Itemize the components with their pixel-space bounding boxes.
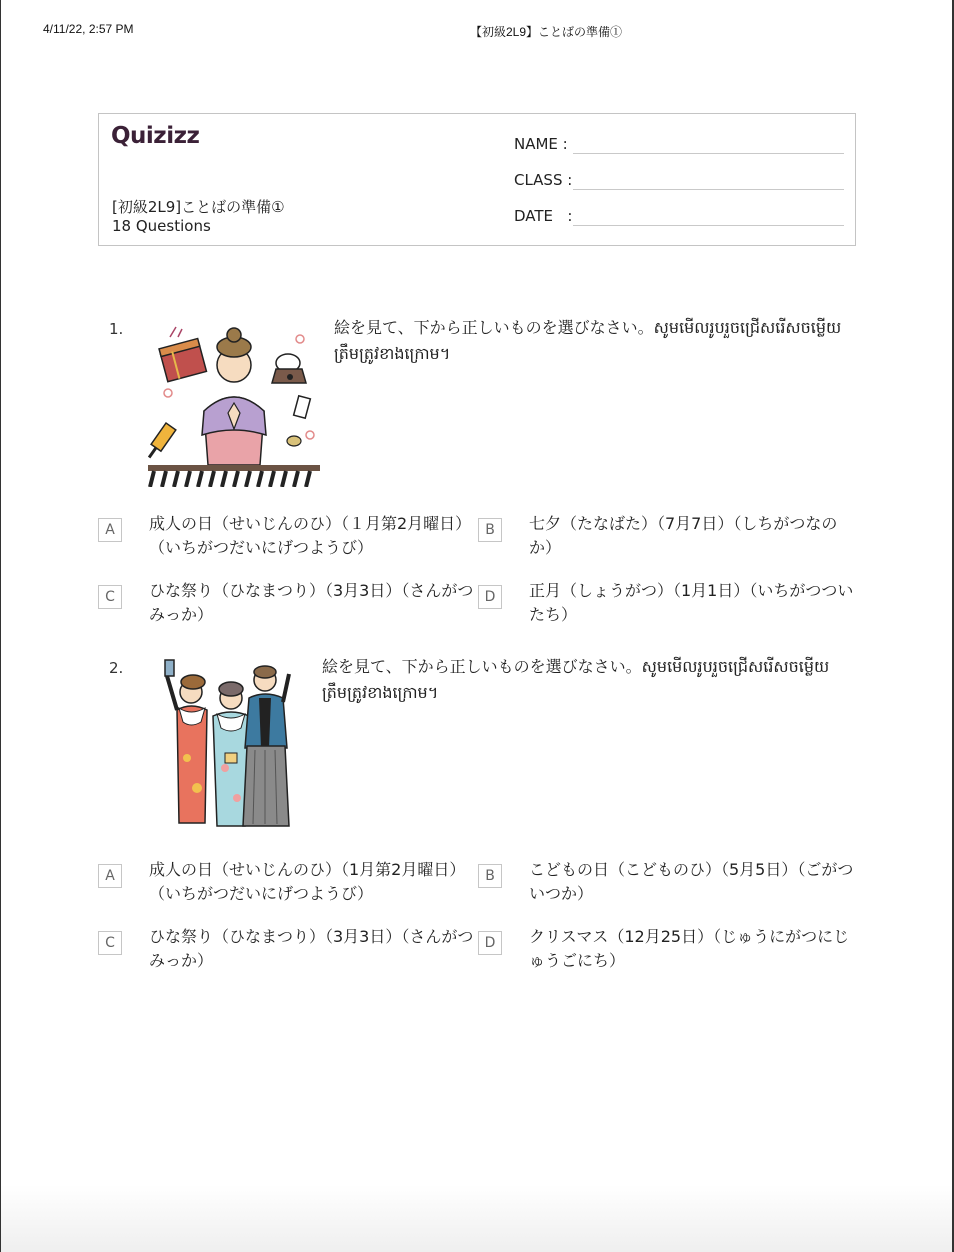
option-text: 成人の日（せいじんのひ）（1月第2月曜日）（いちがつだいにげつようび） [149, 860, 466, 903]
option-text: ひな祭り（ひなまつり）（3月3日）（さんがつみっか） [149, 581, 474, 624]
date-label: DATE : [514, 207, 573, 225]
option-text: 七夕（たなばた）（7月7日）（しちがつなのか） [529, 514, 838, 557]
question-number: 2. [109, 659, 124, 677]
option-text: ひな祭り（ひなまつり）（3月3日）（さんがつみっか） [149, 927, 474, 970]
print-date: 4/11/22, 2:57 PM [43, 22, 134, 36]
option-letter: C [98, 931, 122, 955]
class-label: CLASS : [514, 171, 573, 189]
option-text: 正月（しょうがつ）（1月1日）（いちがつついたち） [529, 581, 854, 624]
name-label: NAME : [514, 135, 568, 153]
option-text: 成人の日（せいじんのひ）（１月第2月曜日）（いちがつだいにげつようび） [149, 514, 472, 557]
name-line [573, 153, 844, 154]
option-letter: B [478, 518, 502, 542]
new-year-illustration [148, 325, 320, 487]
option-text: クリスマス（12月25日）（じゅうにがつにじゅうごにち） [529, 927, 850, 970]
option-letter: C [98, 585, 122, 609]
page-edge-left [0, 0, 1, 1252]
quiz-title: [初級2L9]ことばの準備① [112, 198, 285, 216]
question-count: 18 Questions [112, 217, 211, 235]
option-letter: A [98, 518, 122, 542]
class-line [573, 189, 844, 190]
print-title: 【初級2L9】ことばの準備① [470, 25, 623, 39]
option-letter: A [98, 864, 122, 888]
option-letter: B [478, 864, 502, 888]
question-prompt: 絵を見て、下から正しいものを選びなさい。សូមមើលរូបរួចជ្រើសរើសចម្លើយត្រឹមត្រូវខាងក្រោម។ [334, 318, 842, 363]
quizizz-logo: Quizizz [111, 123, 200, 149]
option-letter: D [478, 585, 502, 609]
question-prompt: 絵を見て、下から正しいものを選びなさい。សូមមើលរូបរួចជ្រើសរើសចម្លើយត្រឹមត្រូវខាងក្រោម។ [322, 657, 830, 702]
date-line [573, 225, 844, 226]
coming-of-age-illustration [155, 658, 295, 833]
worksheet-header [98, 113, 856, 246]
option-text: こどもの日（こどものひ）（5月5日）（ごがついつか） [529, 860, 854, 903]
option-letter: D [478, 931, 502, 955]
question-number: 1. [109, 320, 124, 338]
